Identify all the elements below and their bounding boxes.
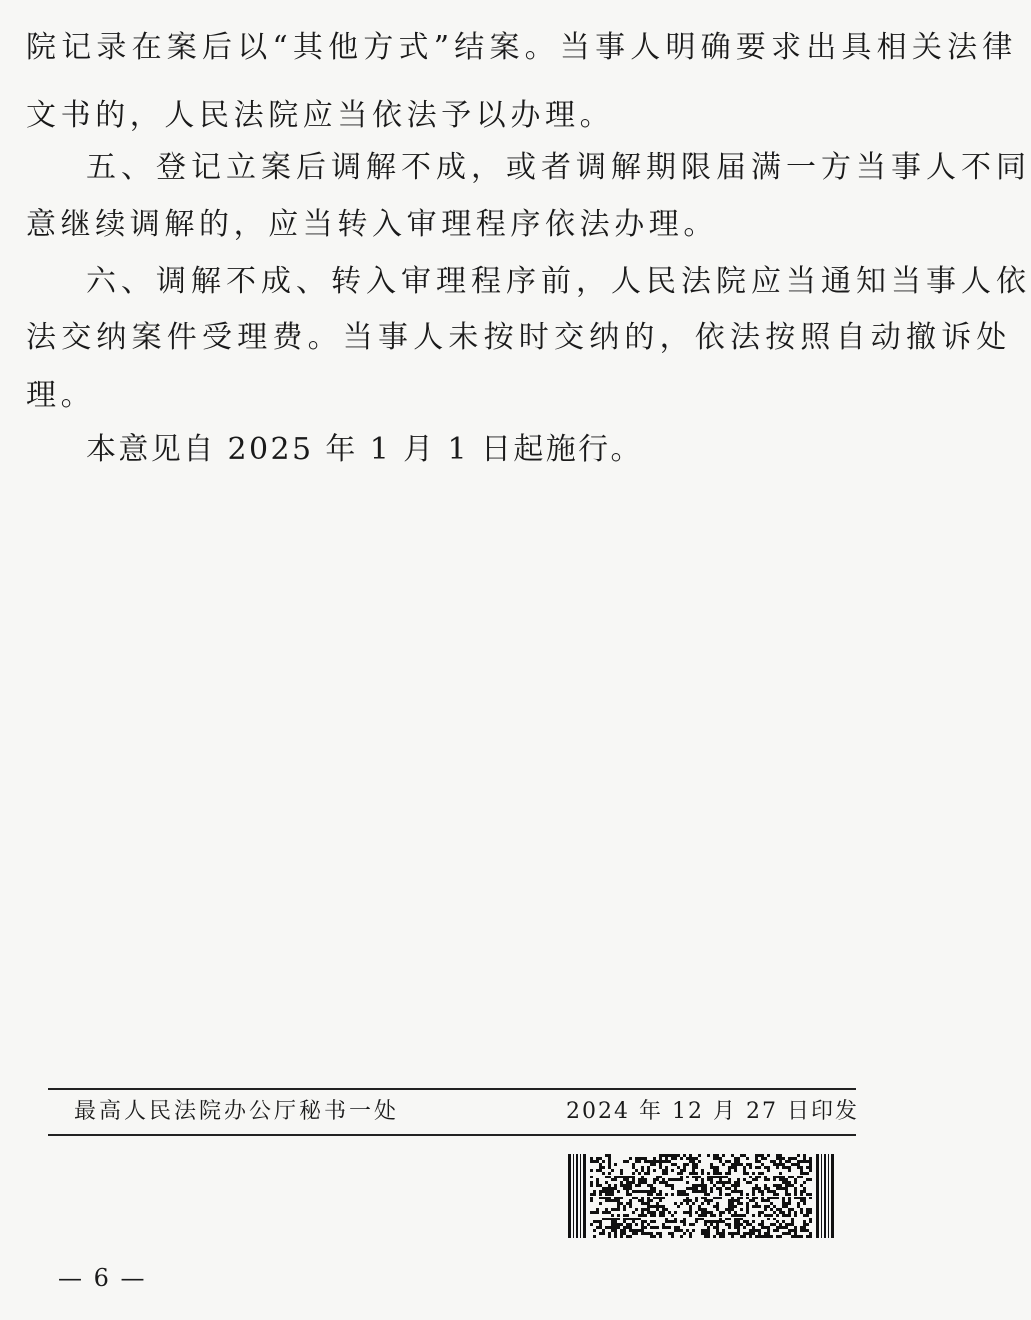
body-line: 六、调解不成、转入审理程序前，人民法院应当通知当事人依 (86, 264, 1031, 299)
effective-date-line: 本意见自 2025 年 1 月 1 日起施行。 (86, 432, 643, 467)
barcode-icon (568, 1154, 834, 1238)
footer-rule-bottom (48, 1134, 856, 1136)
body-line: 法交纳案件受理费。当事人未按时交纳的，依法按照自动撤诉处 (26, 320, 1012, 355)
body-line: 意继续调解的，应当转入审理程序依法办理。 (26, 207, 718, 242)
print-date: 2024 年 12 月 27 日印发 (566, 1099, 859, 1124)
page-number: — 6 — (58, 1264, 147, 1292)
body-line: 文书的，人民法院应当依法予以办理。 (26, 98, 615, 133)
body-line: 五、登记立案后调解不成，或者调解期限届满一方当事人不同 (86, 150, 1031, 185)
issuer: 最高人民法院办公厅秘书一处 (74, 1099, 400, 1124)
footer-rule-top (48, 1088, 856, 1090)
body-line: 理。 (26, 378, 96, 413)
body-line: 院记录在案后以“其他方式”结案。当事人明确要求出具相关法律 (26, 30, 1018, 65)
